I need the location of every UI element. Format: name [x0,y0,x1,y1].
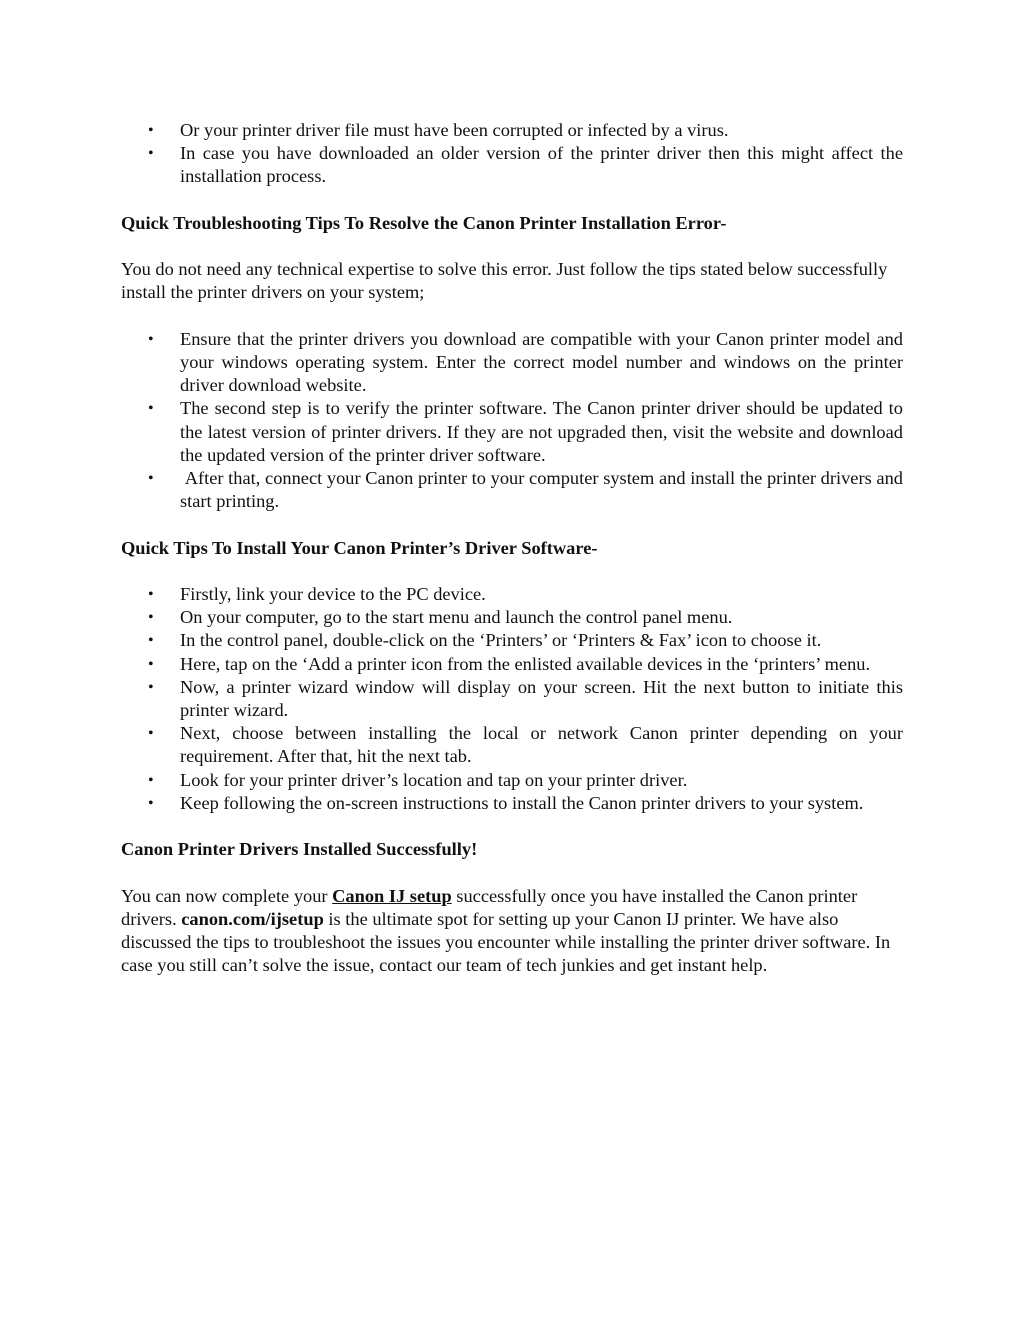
install-tips-bullet-list [121,583,903,815]
troubleshooting-paragraph: You do not need any technical expertise to solve this error. Just follow the tips stated below successfully install the printer drivers on your system; [121,259,888,303]
intro-bullet-list [121,119,903,189]
list-item [121,792,903,815]
canon-ij-setup-link[interactable]: Canon IJ setup [332,885,452,906]
list-item [121,769,903,792]
list-item [121,583,903,606]
bullet-icon: • [148,609,154,627]
list-item-text: Now, a printer wizard window will display on your screen. Hit the next button to initiate this printer wizard. [180,676,903,720]
bullet-icon: • [148,678,154,696]
bullet-icon: • [148,655,154,673]
list-item-text: Or your printer driver file must have been corrupted or infected by a virus. [180,120,729,140]
list-item [121,142,903,188]
list-item [121,606,903,629]
list-item-text: After that, connect your Canon printer to your computer system and install the printer drivers and start printing. [180,468,908,512]
bullet-icon: • [148,145,154,163]
list-item-text: In the control panel, double-click on the ‘Printers’ or ‘Printers & Fax’ icon to choose it. [180,630,822,651]
closing-text-part2: successfully once you have installed the Canon printer drivers. [121,885,858,929]
closing-text-part1: You can now complete your [121,885,333,906]
success-heading: Canon Printer Drivers Installed Successfully! [121,839,478,860]
closing-text-part3: is the ultimate spot for setting up your Canon IJ printer. We have also discussed the tips to troubleshoot the issues you encounter while installing the printer driver software. In case you still can’t solve the issue, contact our team of tech junkies and get instant help. [121,908,891,976]
list-item [121,119,903,142]
bullet-icon: • [148,122,154,139]
bullet-icon: • [148,632,154,650]
bullet-icon: • [148,794,154,812]
bullet-icon: • [148,400,154,418]
troubleshooting-heading: Quick Troubleshooting Tips To Resolve the Canon Printer Installation Error- [121,212,727,233]
list-item [121,328,903,398]
bullet-icon: • [148,771,154,789]
bullet-icon: • [148,725,154,743]
list-item-text: In case you have downloaded an older version of the printer driver then this might affect the installation process. [180,143,903,187]
list-item-text: Keep following the on-screen instructions to install the Canon printer drivers to your system. [180,792,864,813]
canon-url-text: canon.com/ijsetup [181,908,324,929]
list-item-text: Firstly, link your device to the PC device. [180,583,486,604]
list-item [121,676,903,722]
list-item-text: Ensure that the printer drivers you download are compatible with your Canon printer model and your windows operating system. Enter the correct model number and windows on the printer driver download website. [180,328,903,396]
list-item [121,653,903,676]
list-item [121,722,903,768]
troubleshooting-bullet-list [121,328,908,514]
document-page [121,119,908,977]
list-item-text: The second step is to verify the printer software. The Canon printer driver should be updated to the latest version of printer drivers. If they are not upgraded then, visit the website and download the updated version of the printer driver software. [180,398,903,465]
list-item-text: Here, tap on the ‘Add a printer icon from the enlisted available devices in the ‘printers’ menu. [180,653,871,674]
bullet-icon: • [148,585,154,603]
closing-paragraph [121,885,903,978]
list-item-text: On your computer, go to the start menu and launch the control panel menu. [180,607,733,628]
list-item-text: Look for your printer driver’s location and tap on your printer driver. [180,769,688,790]
install-tips-heading: Quick Tips To Install Your Canon Printer’s Driver Software- [121,537,598,558]
list-item [121,397,903,467]
bullet-icon: • [148,470,154,487]
list-item [121,467,908,513]
bullet-icon: • [148,330,154,348]
list-item [121,629,903,652]
list-item-text: Next, choose between installing the local or network Canon printer depending on your requirement. After that, hit the next tab. [180,723,903,767]
